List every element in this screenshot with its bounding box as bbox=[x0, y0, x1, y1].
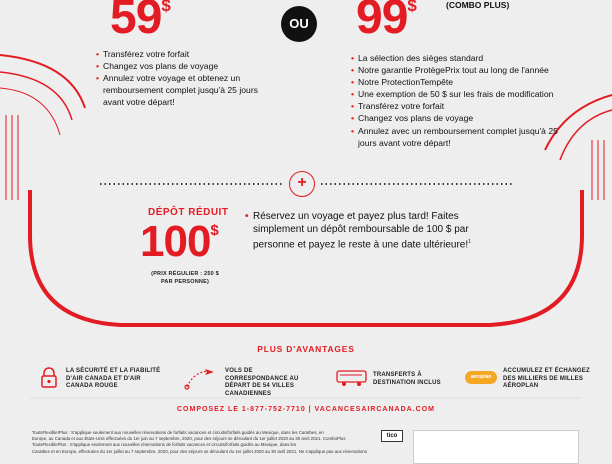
plus-icon: + bbox=[289, 171, 315, 197]
advantage-aeroplan-text: ACCUMULEZ ET ÉCHANGEZ DES MILLIERS DE MILLES AÉROPLAN bbox=[503, 368, 590, 389]
list-item: • Une exemption de 50 $ sur les frais de modification bbox=[351, 89, 554, 100]
list-item: • Notre ProtectionTempête bbox=[351, 77, 454, 88]
advantages-title: PLUS D'AVANTAGES bbox=[257, 344, 355, 354]
list-item: • Transférez votre forfait bbox=[96, 49, 190, 59]
price-100-value: 100 bbox=[140, 217, 211, 266]
fineprint bbox=[32, 430, 377, 455]
list-item: • Annulez votre voyage et obtenez un remboursement complet jusqu'à 25 jours avant votre départ! bbox=[96, 73, 258, 108]
list-item: • Transférez votre forfait bbox=[351, 101, 445, 112]
fineprint-line: Caraïbes et en Europe, effectuées du 1er juillet au 7 septembre, 2020, pour des séjours se déroulant du 1er juillet 2020 au 30 avril 2021. Ne s'applique pas aux réservations bbox=[32, 448, 367, 454]
advantage-flights-text: VOLS DE CORRESPONDANCE AU DÉPART DE 54 VILLES CANADIENNES bbox=[225, 368, 299, 397]
list-item: • La sélection des sièges standard bbox=[351, 53, 484, 63]
list-item: • Changez vos plans de voyage bbox=[351, 113, 474, 124]
contact-line[interactable]: COMPOSEZ LE 1-877-752-7710 | VACANCESAIRCANADA.COM bbox=[177, 406, 435, 413]
fineprint-line: ToutsFlexibleIPlus : S'applique seulement aux nouvelles réservations de forfaits vacances et circuits/forfaits guidés au Mexique, dans les Caraïbes, en bbox=[32, 430, 324, 435]
price-99-value: 99 bbox=[356, 0, 408, 44]
list-item: • Annulez avec un remboursement complet jusqu'à 25 jours avant votre départ! bbox=[351, 125, 558, 148]
price-100-currency: $ bbox=[210, 222, 218, 239]
advantage-transfers-text: TRANSFERTS À DESTINATION INCLUS bbox=[373, 372, 441, 386]
padlock-icon bbox=[40, 367, 58, 389]
list-item: • Changez vos plans de voyage bbox=[96, 61, 219, 72]
deposit-text: Réservez un voyage et payez plus tard! Faites simplement un dépôt remboursable de 100 $ par personne et payez le reste à une date ultérieure! bbox=[253, 211, 469, 251]
price-100 bbox=[140, 217, 218, 266]
right-offer-list bbox=[351, 52, 566, 149]
price-99 bbox=[356, 0, 416, 42]
fineprint-line: Europe, au Canada et aux États-Unis effectuées du 1er juin au 7 septembre, 2020, pour des séjours se déroulant du 1er juillet 2020 au 30 avril 2021. ComboPlus bbox=[32, 436, 346, 442]
bus-icon bbox=[336, 369, 368, 387]
left-offer-list bbox=[96, 48, 266, 108]
deposit-regular-price-note: (PRIX RÉGULIER : 250 $ PAR PERSONNE) bbox=[151, 271, 219, 285]
deposit-label: DÉPÔT RÉDUIT bbox=[148, 207, 229, 218]
footnote-marker: 1 bbox=[468, 239, 471, 245]
or-badge: OU bbox=[281, 6, 317, 42]
price-59-currency: $ bbox=[161, 0, 170, 15]
plane-route-icon bbox=[183, 365, 217, 391]
list-item: • Notre garantie ProtègePrix tout au long de l'année bbox=[351, 65, 549, 76]
aeroplan-logo: aeroplan bbox=[465, 371, 497, 384]
price-59 bbox=[110, 0, 170, 42]
fineprint-line: ToutsFlexiblePlus : S'applique seulement aux nouvelles réservations de forfaits vacances et circuits/forfaits guidés au Mexique, dans les bbox=[32, 442, 297, 448]
tico-badge: tico bbox=[381, 430, 403, 442]
combo-plus-tag: (COMBO PLUS) bbox=[446, 0, 510, 10]
blank-panel bbox=[413, 430, 579, 464]
deposit-description bbox=[245, 210, 480, 251]
bullet: • bbox=[245, 211, 249, 222]
advantage-security-text: LA SÉCURITÉ ET LA FIABILITÉ D'AIR CANADA ET D'AIR CANADA ROUGE bbox=[66, 368, 161, 389]
price-99-currency: $ bbox=[407, 0, 416, 15]
price-59-value: 59 bbox=[110, 0, 162, 44]
